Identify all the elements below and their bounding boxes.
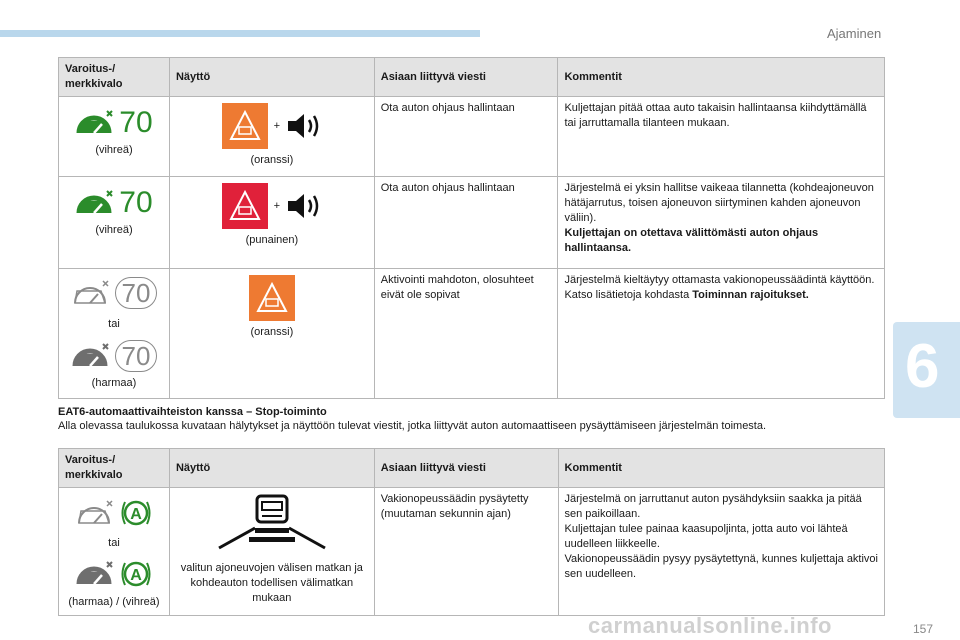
comment-prefix: Katso lisätietoja kohdasta — [564, 289, 693, 301]
header-comment: Kommentit — [558, 449, 884, 488]
comment-emphasis: Kuljettajan on otettava välittömästi auton ohjaus hallintaansa. — [564, 227, 819, 254]
header-display: Näyttö — [169, 449, 374, 488]
comment-cell — [558, 177, 885, 269]
message-cell: Ota auton ohjaus hallintaan — [374, 177, 558, 269]
watermark: carmanualsonline.info — [588, 613, 832, 638]
table-row — [59, 97, 885, 177]
section-intro — [58, 405, 885, 433]
message-cell: Ota auton ohjaus hallintaan — [374, 97, 558, 177]
table-header-row — [59, 449, 885, 488]
comment-line: Kuljettajan tulee painaa kaasupoljinta, jotta auto voi lähteä uudelleen liikkeelle. — [564, 523, 848, 550]
comment-cell — [558, 488, 884, 616]
plus-sign: + — [273, 119, 281, 132]
chapter-number: 6 — [905, 332, 940, 401]
comment-line: Vakionopeussäädin pysyy pysäytettynä, kunnes kuljettaja aktivoi sen uudelleen. — [564, 553, 878, 580]
table-row — [59, 488, 885, 616]
warning-orange-icon — [249, 275, 295, 321]
warning-table-2 — [58, 448, 885, 616]
auto-hold-green-icon — [119, 496, 153, 530]
speed-value: 70 — [119, 186, 153, 219]
warning-table-1 — [58, 57, 885, 399]
lamp-caption: (vihreä) — [95, 224, 133, 236]
table-row — [59, 177, 885, 269]
lamp-cell — [59, 488, 170, 616]
auto-hold-green-icon — [119, 557, 153, 591]
comment-text: Järjestelmä kieltäytyy ottamasta vakionopeussäädintä käyttöön. — [564, 274, 875, 286]
comment-line: Järjestelmä on jarruttanut auton pysähdyksiin saakka ja pitää sen paikoillaan. — [564, 493, 862, 520]
speedometer-outline-icon — [75, 497, 113, 529]
page-number: 157 — [913, 622, 934, 636]
display-caption: (oranssi) — [250, 326, 294, 338]
warning-orange-icon — [222, 103, 268, 149]
intro-title: EAT6-automaattivaihteiston kanssa – Stop-toiminto — [58, 406, 327, 418]
speedometer-green-icon — [75, 187, 113, 219]
comment-link: Toiminnan rajoitukset. — [692, 289, 809, 301]
display-cell — [169, 97, 374, 177]
speed-value: 70 — [119, 106, 153, 139]
distance-display-icon — [217, 494, 327, 552]
lamp-caption: (vihreä) — [95, 144, 133, 156]
speedometer-green-icon — [75, 107, 113, 139]
lamp-cell — [59, 177, 170, 269]
speedometer-grey-icon — [75, 558, 113, 590]
display-caption: valitun ajoneuvojen välisen matkan ja kohdeauton todellisen välimatkan mukaan — [180, 562, 363, 604]
speedometer-outline-icon — [71, 277, 109, 309]
speaker-icon — [286, 111, 322, 141]
header-bar — [0, 30, 480, 37]
table-header-row — [59, 58, 885, 97]
display-cell — [169, 269, 374, 399]
lamp-cell — [59, 269, 170, 399]
header-comment: Kommentit — [558, 58, 885, 97]
display-cell — [169, 177, 374, 269]
header-lamp: Varoitus-/ merkkivalo — [59, 58, 170, 97]
lamp-caption: (harmaa) — [91, 377, 137, 389]
lamp-caption: (harmaa) / (vihreä) — [68, 596, 160, 608]
or-label: tai — [108, 537, 120, 549]
comment-cell: Kuljettajan pitää ottaa auto takaisin hallintaansa kiihdyttämällä tai jarruttamalla tilanteen mukaan. — [558, 97, 885, 177]
warning-red-icon — [222, 183, 268, 229]
header-message: Asiaan liittyvä viesti — [374, 449, 558, 488]
section-title: Ajaminen — [827, 26, 882, 41]
header-lamp: Varoitus-/ merkkivalo — [59, 449, 170, 488]
display-caption: (oranssi) — [250, 154, 294, 166]
header-message: Asiaan liittyvä viesti — [374, 58, 558, 97]
plus-sign: + — [273, 199, 281, 212]
display-cell — [169, 488, 374, 616]
speedometer-grey-icon — [71, 340, 109, 372]
message-cell: Aktivointi mahdoton, olosuhteet eivät ole sopivat — [374, 269, 558, 399]
message-cell: Vakionopeussäädin pysäytetty (muutaman sekunnin ajan) — [374, 488, 558, 616]
speed-value: 70 — [115, 277, 158, 309]
speed-value: 70 — [115, 340, 158, 372]
lamp-cell — [59, 97, 170, 177]
svg-text:A: A — [130, 567, 142, 584]
table-row — [59, 269, 885, 399]
or-label: tai — [108, 318, 120, 330]
intro-text: Alla olevassa taulukossa kuvataan hälytykset ja näyttöön tulevat viestit, jotka liittyvät auton automaattiseen pysäyttämiseen järjestelmän toimesta. — [58, 420, 767, 432]
comment-text: Järjestelmä ei yksin hallitse vaikeaa tilannetta (kohdeajoneuvon hätäjarrutus, toisen ajoneuvon siirtyminen kahden ajoneuvon väliin). — [564, 182, 874, 224]
display-caption: (punainen) — [245, 234, 299, 246]
comment-cell — [558, 269, 885, 399]
speaker-icon — [286, 191, 322, 221]
svg-text:A: A — [130, 506, 142, 523]
header-display: Näyttö — [169, 58, 374, 97]
